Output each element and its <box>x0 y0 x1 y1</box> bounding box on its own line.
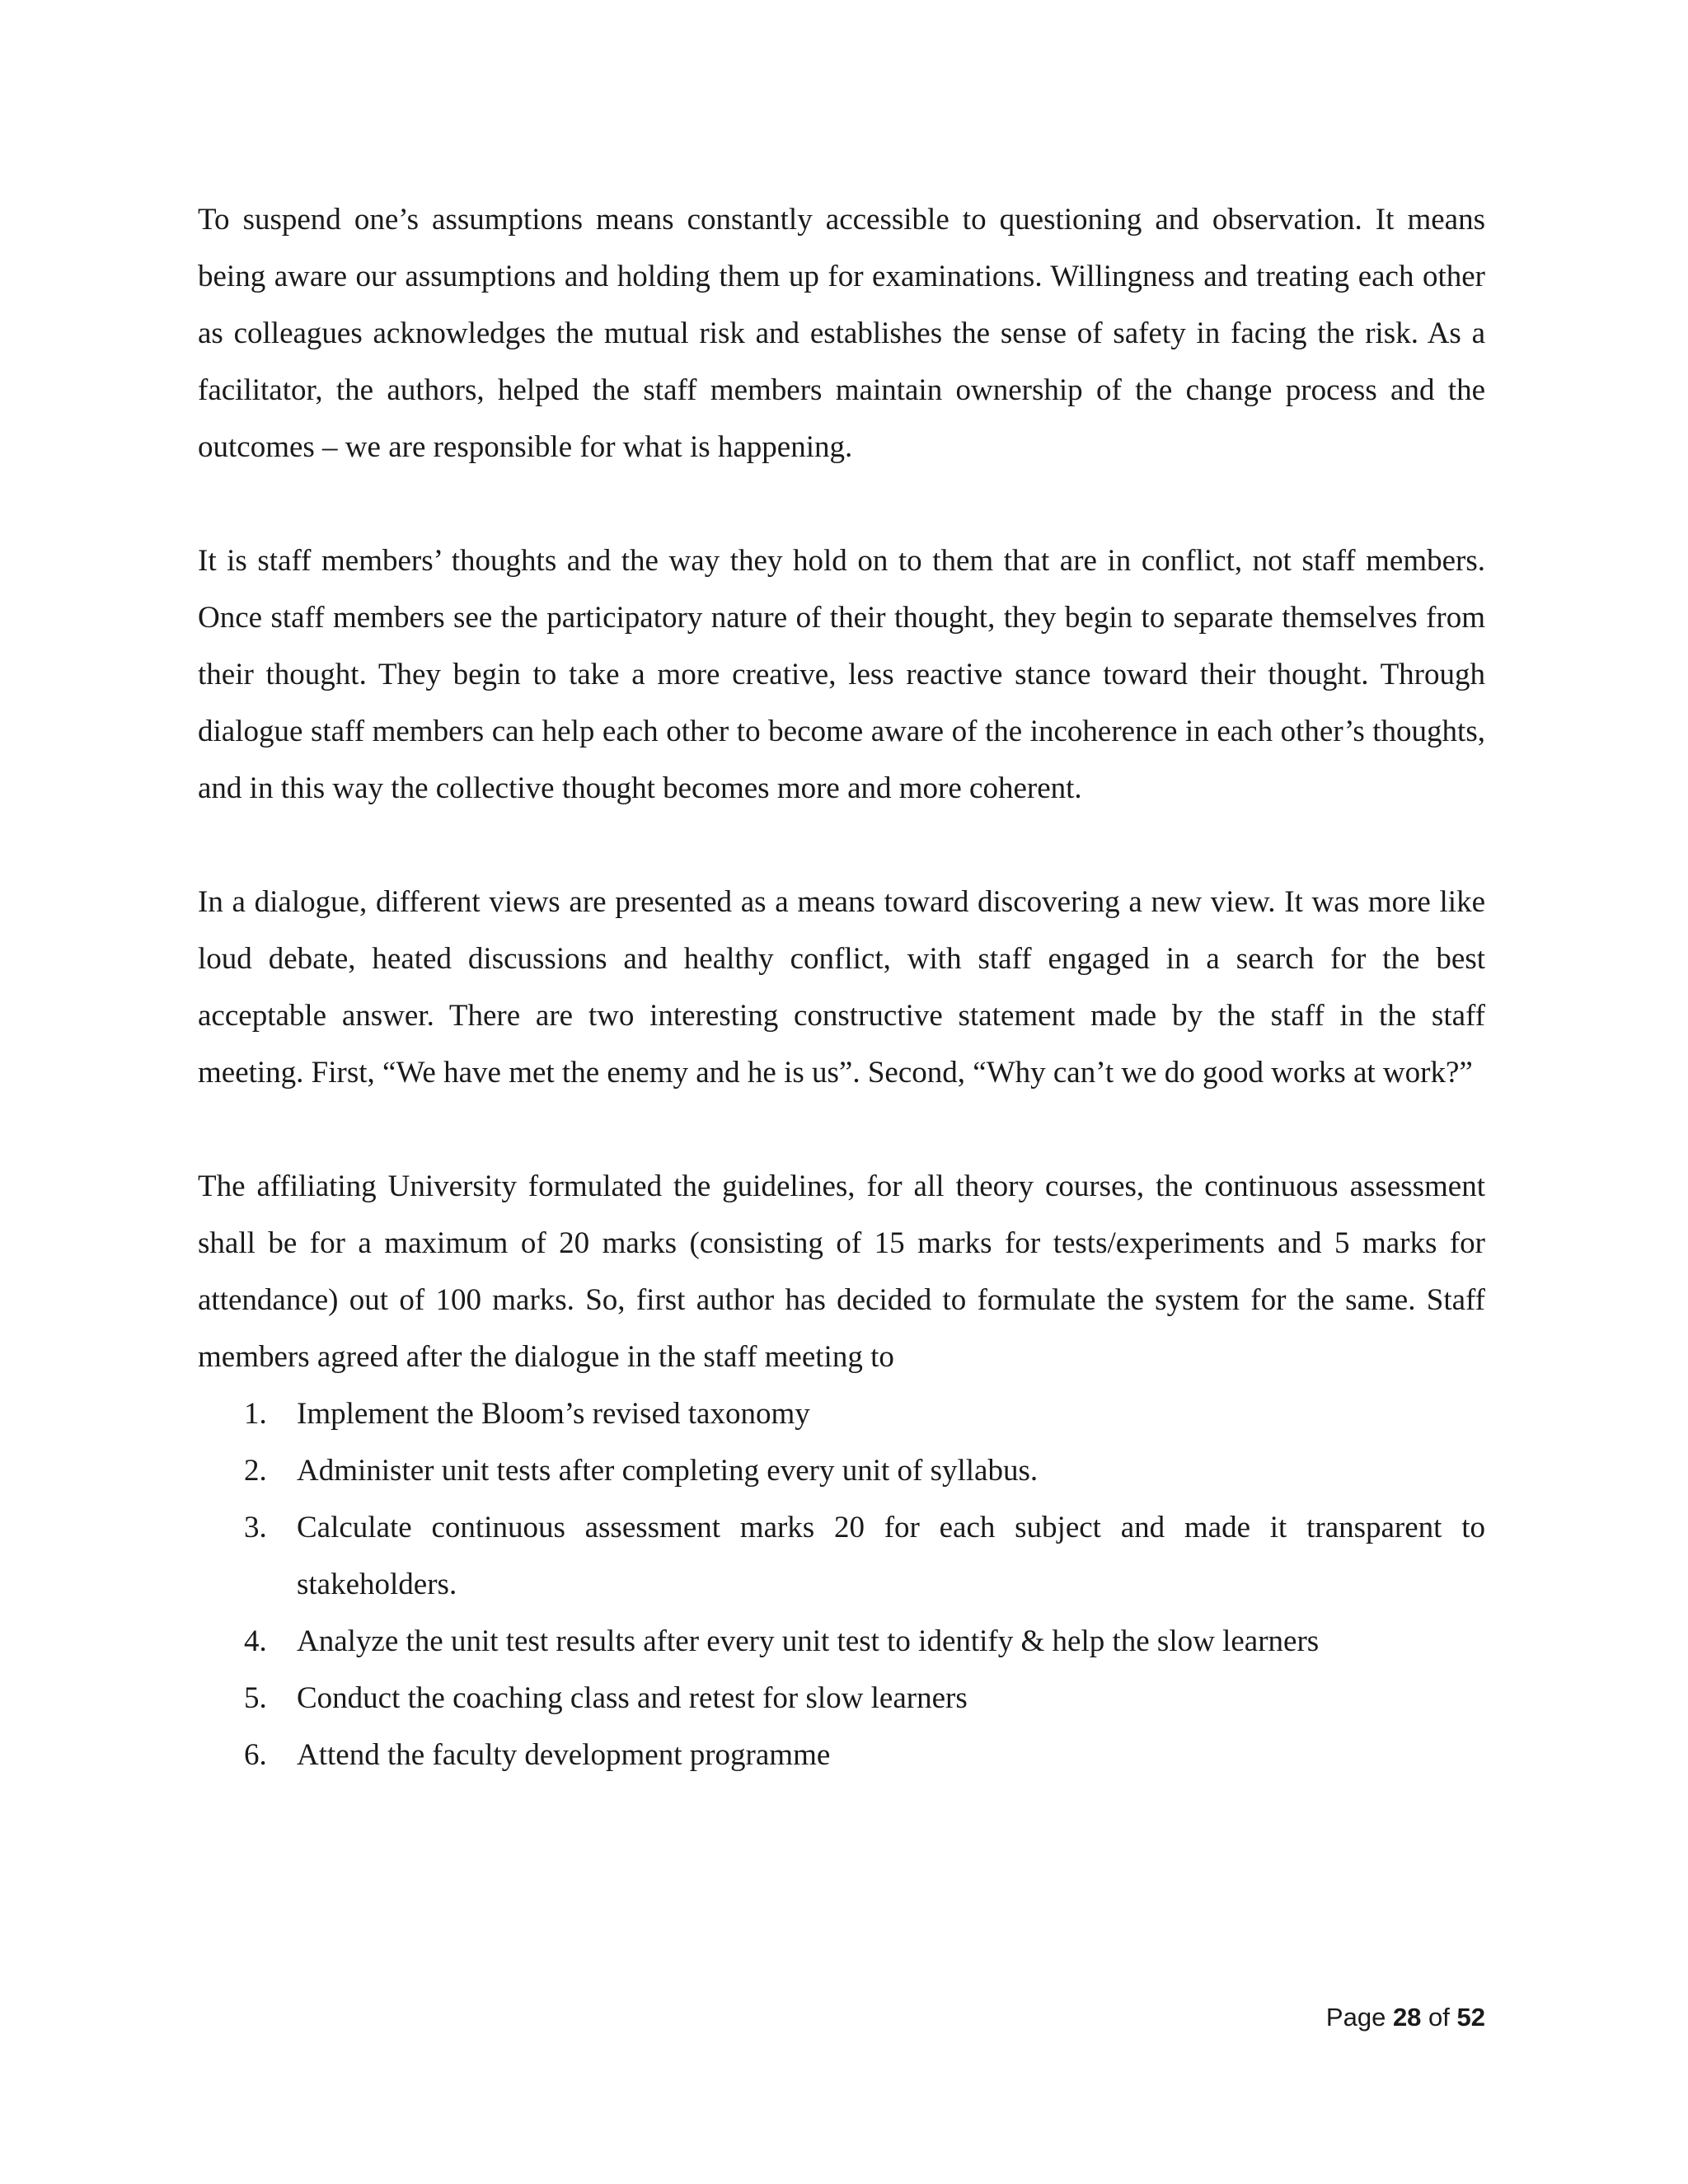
list-item <box>198 1670 1485 1727</box>
list-item <box>198 1727 1485 1783</box>
list-item-text: Calculate continuous assessment marks 20 for each subject and made it transparent to stakeholders. <box>297 1511 1485 1601</box>
current-page-number: 28 <box>1392 2003 1422 2032</box>
list-item-number: 3. <box>244 1511 267 1544</box>
of-label: of <box>1421 2003 1457 2032</box>
list-item <box>198 1385 1485 1442</box>
list-item-number: 6. <box>244 1738 267 1772</box>
page-content <box>198 191 1485 1783</box>
paragraph-gap <box>198 476 1485 532</box>
agreed-actions-list <box>198 1385 1485 1783</box>
page-number-footer <box>1326 2003 1485 2032</box>
list-item-text: Attend the faculty development programme <box>297 1738 831 1772</box>
list-item <box>198 1442 1485 1499</box>
paragraph-gap <box>198 1101 1485 1158</box>
paragraph-assumptions: To suspend one’s assumptions means constantly accessible to questioning and observation. It means being aware our assumptions and holding them up for examinations. Willingness and treating each other as colleagues acknowledges the mutual risk and establishes the sense of safety in facing the risk. As a facilitator, the authors, helped the staff members maintain ownership of the change process and the outcomes – we are responsible for what is happening. <box>198 203 1485 464</box>
total-pages-number: 52 <box>1456 2003 1485 2032</box>
list-item <box>198 1613 1485 1670</box>
paragraph-university-guidelines: The affiliating University formulated the guidelines, for all theory courses, the continuous assessment shall be for a maximum of 20 marks (consisting of 15 marks for tests/experiments and 5 marks for attendance) out of 100 marks. So, first author has decided to formulate the system for the same. Staff members agreed after the dialogue in the staff meeting to <box>198 1169 1485 1374</box>
paragraph-thoughts-conflict: It is staff members’ thoughts and the way they hold on to them that are in conflict, not staff members. Once staff members see the participatory nature of their thought, they begin to separate themselves from their thought. They begin to take a more creative, less reactive stance toward their thought. Through dialogue staff members can help each other to become aware of the incoherence in each other’s thoughts, and in this way the collective thought becomes more and more coherent. <box>198 544 1485 805</box>
list-item-number: 4. <box>244 1624 267 1658</box>
list-item-number: 5. <box>244 1681 267 1715</box>
list-item-text: Implement the Bloom’s revised taxonomy <box>297 1397 810 1431</box>
list-item <box>198 1499 1485 1613</box>
page-label: Page <box>1325 2003 1393 2032</box>
list-item-number: 1. <box>244 1397 267 1431</box>
list-item-text: Analyze the unit test results after every unit test to identify & help the slow learners <box>297 1624 1320 1658</box>
paragraph-dialogue: In a dialogue, different views are presented as a means toward discovering a new view. It was more like loud debate, heated discussions and healthy conflict, with staff engaged in a search for the best acceptable answer. There are two interesting constructive statement made by the staff in the staff meeting. First, “We have met the enemy and he is us”. Second, “Why can’t we do good works at work?” <box>198 885 1485 1090</box>
list-item-number: 2. <box>244 1454 267 1488</box>
paragraph-gap <box>198 817 1485 874</box>
list-item-text: Administer unit tests after completing every unit of syllabus. <box>297 1454 1039 1488</box>
list-item-text: Conduct the coaching class and retest for slow learners <box>297 1681 968 1715</box>
